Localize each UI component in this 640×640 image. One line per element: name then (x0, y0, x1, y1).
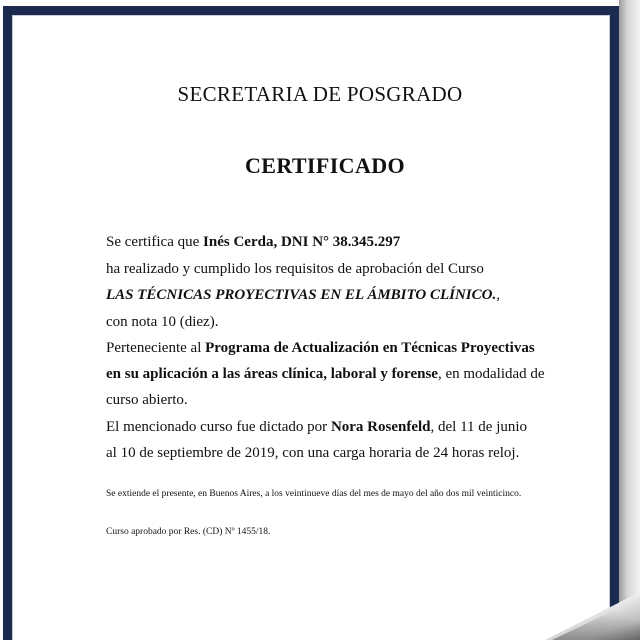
line-instructor (106, 419, 527, 436)
instructor-suffix: , del 11 de junio (430, 419, 528, 435)
program-modality: , en modalidad de (437, 366, 545, 382)
certificate-title: CERTIFICADO (244, 153, 406, 178)
extension-note: Se extiende el presente, en Buenos Aires, a los veintinueve días del mes de mayo del año dos mil veinticinco. (106, 489, 522, 499)
line-requirements: ha realizado y cumplido los requisitos de aprobación del Curso (106, 261, 484, 277)
certificate-inner-border (12, 15, 610, 640)
line-dates-hours: al 10 de septiembre de 2019, con una carga horaria de 24 horas reloj. (106, 445, 520, 461)
line-certifies (106, 234, 400, 251)
instructor-name: Nora Rosenfeld (330, 419, 431, 435)
resolution-note: Curso aprobado por Res. (CD) Nº 1455/18. (106, 527, 271, 537)
certifies-prefix: Se certifica que (106, 234, 204, 250)
program-areas: en su aplicación a las áreas clínica, laboral y forense (106, 366, 438, 382)
program-name: Programa de Actualización en Técnicas Proyectivas (205, 340, 535, 356)
line-grade: con nota 10 (diez). (106, 314, 219, 330)
line-program (106, 340, 535, 357)
line-program-areas (106, 366, 545, 383)
course-name: LAS TÉCNICAS PROYECTIVAS EN EL ÁMBITO CLÍNICO. (106, 287, 497, 303)
header-secretaria: SECRETARIA DE POSGRADO (177, 82, 463, 106)
course-name-suffix: , (496, 287, 500, 303)
instructor-prefix: El mencionado curso fue dictado por (106, 419, 331, 435)
program-prefix: Perteneciente al (106, 340, 206, 356)
line-course-name (106, 287, 500, 304)
line-open-course: curso abierto. (106, 392, 188, 408)
recipient-name: Inés Cerda, DNI N° 38.345.297 (203, 234, 401, 250)
